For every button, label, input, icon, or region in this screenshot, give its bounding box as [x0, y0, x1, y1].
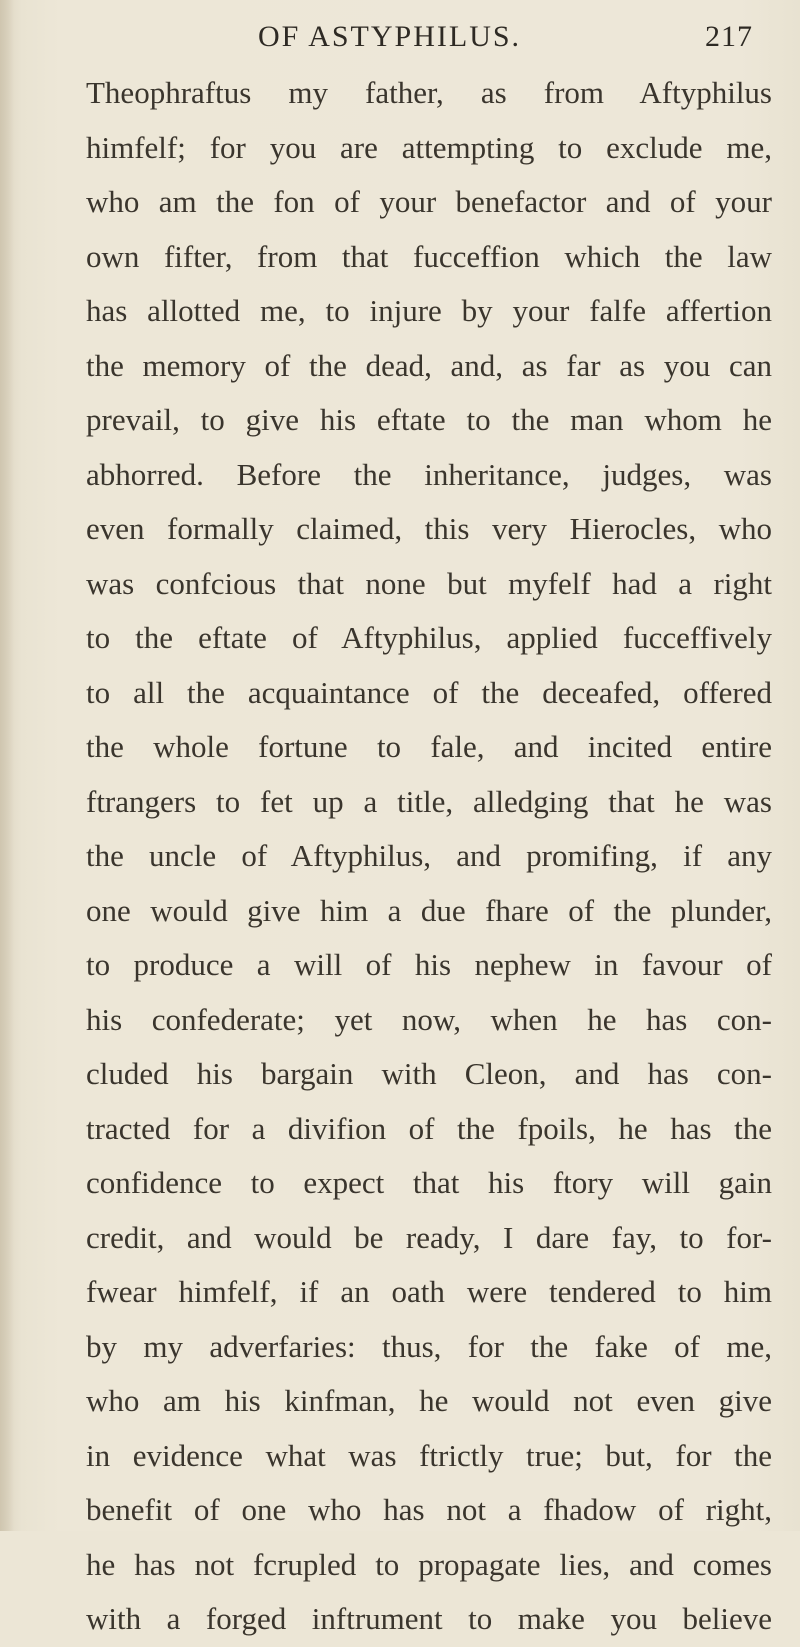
text-line: to the eftate of Aftyphilus, applied fucceffively — [86, 620, 772, 655]
text-line: the uncle of Aftyphilus, and promifing, if any — [86, 838, 772, 873]
text-line: own fifter, from that fucceffion which the law — [86, 238, 772, 274]
running-title: OF ASTYPHILUS. — [258, 20, 522, 53]
running-head — [0, 8, 800, 60]
text-line: in evidence what was ftrictly true; but, for the — [86, 1437, 772, 1473]
text-line: to produce a will of his nephew in favour of — [86, 947, 772, 982]
text-line: has allotted me, to injure by your falfe affertion — [86, 293, 772, 328]
text-line: tracted for a divifion of the fpoils, he has the — [86, 1110, 772, 1146]
text-line: cluded his bargain with Cleon, and has con- — [86, 1056, 772, 1091]
text-line: fwear himfelf, if an oath were tendered to him — [86, 1274, 772, 1309]
text-line: the memory of the dead, and, as far as you can — [86, 347, 772, 383]
text-line: credit, and would be ready, I dare fay, to for- — [86, 1219, 772, 1255]
text-line: by my adverfaries: thus, for the fake of me, — [86, 1328, 772, 1364]
text-line: one would give him a due fhare of the plunder, — [86, 892, 772, 928]
text-line: abhorred. Before the inheritance, judges, was — [86, 456, 772, 492]
text-line: with a forged inftrument to make you believe — [86, 1601, 772, 1636]
page-number: 217 — [705, 20, 753, 53]
text-line: benefit of one who has not a fhadow of right, — [86, 1492, 772, 1527]
text-line: who am the fon of your benefactor and of your — [86, 184, 772, 219]
text-line: he has not fcrupled to propagate lies, and comes — [86, 1546, 772, 1582]
text-line: the whole fortune to fale, and incited entire — [86, 729, 772, 764]
page-gutter-shadow — [0, 0, 14, 1531]
text-line: who am his kinfman, he would not even give — [86, 1383, 772, 1418]
text-line: was confcious that none but myfelf had a right — [86, 565, 772, 601]
text-line: ftrangers to fet up a title, alledging that he was — [86, 783, 772, 819]
text-line: himfelf; for you are attempting to exclude me, — [86, 129, 772, 165]
body-text — [86, 66, 772, 1647]
text-line: even formally claimed, this very Hierocles, who — [86, 511, 772, 546]
text-line: prevail, to give his eftate to the man whom he — [86, 402, 772, 437]
text-line: confidence to expect that his ftory will gain — [86, 1165, 772, 1200]
text-line: his confederate; yet now, when he has con- — [86, 1001, 772, 1037]
text-line: Theophraftus my father, as from Aftyphilus — [86, 75, 772, 110]
text-line: to all the acquaintance of the deceafed, offered — [86, 674, 772, 710]
